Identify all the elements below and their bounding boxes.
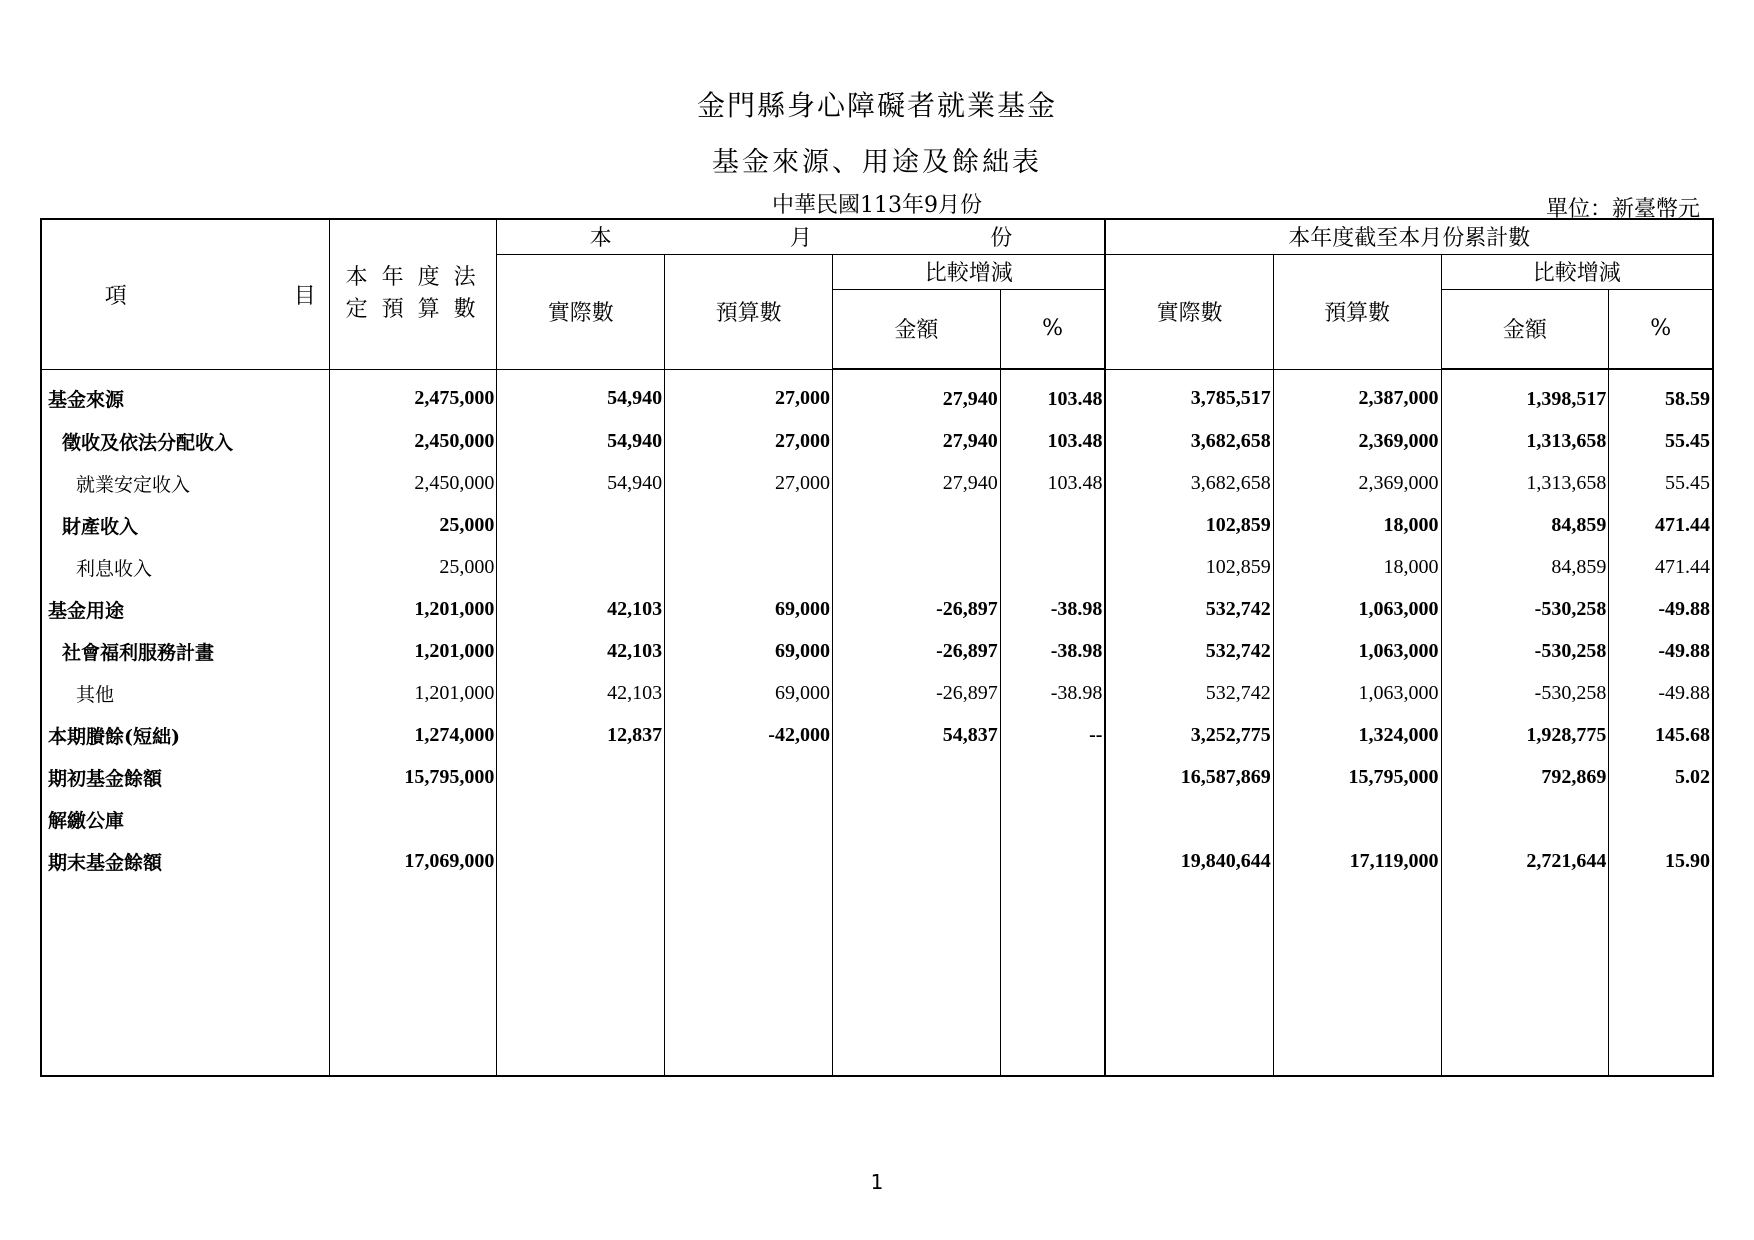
- cell-value: 15,795,000: [1273, 756, 1441, 798]
- cell-value: 3,682,658: [1105, 462, 1273, 504]
- cell-value: 54,940: [497, 462, 665, 504]
- empty-cell: [329, 882, 497, 1076]
- cell-value: 19,840,644: [1105, 840, 1273, 882]
- cell-value: -530,258: [1441, 588, 1609, 630]
- cell-value: 103.48: [1000, 420, 1105, 462]
- cell-value: 69,000: [665, 630, 833, 672]
- header-month-budget: 預算數: [665, 254, 833, 369]
- cell-value: 1,063,000: [1273, 588, 1441, 630]
- header-ytd-amount: 金額: [1441, 289, 1609, 369]
- report-title: 金門縣身心障礙者就業基金: [696, 89, 1057, 122]
- cell-value: 42,103: [497, 588, 665, 630]
- cell-value: 471.44: [1609, 504, 1713, 546]
- cell-value: -38.98: [1000, 672, 1105, 714]
- empty-cell: [41, 882, 329, 1076]
- header-month-actual: 實際數: [497, 254, 665, 369]
- cell-value: 27,000: [665, 462, 833, 504]
- cell-value: [1609, 798, 1713, 840]
- cell-value: [832, 756, 1000, 798]
- cell-value: -49.88: [1609, 630, 1713, 672]
- currency-unit: 單位：新臺幣元: [1545, 197, 1700, 222]
- cell-value: 17,119,000: [1273, 840, 1441, 882]
- cell-value: [329, 798, 497, 840]
- cell-value: 17,069,000: [329, 840, 497, 882]
- table-filler-row: [41, 882, 1713, 1076]
- cell-value: 55.45: [1609, 462, 1713, 504]
- empty-cell: [1105, 882, 1273, 1076]
- cell-value: 1,063,000: [1273, 630, 1441, 672]
- cell-value: 69,000: [665, 588, 833, 630]
- header-annual-budget: [329, 219, 497, 369]
- row-label: 財產收入: [41, 504, 329, 546]
- cell-value: 54,837: [832, 714, 1000, 756]
- cell-value: [832, 840, 1000, 882]
- row-label: 期末基金餘額: [41, 840, 329, 882]
- cell-value: 103.48: [1000, 462, 1105, 504]
- cell-value: 532,742: [1105, 672, 1273, 714]
- table-row: [41, 756, 1713, 798]
- header-this-month-char-1: 本: [589, 226, 612, 252]
- cell-value: [1000, 546, 1105, 588]
- row-label: 基金來源: [41, 369, 329, 420]
- cell-value: [1273, 798, 1441, 840]
- cell-value: [497, 756, 665, 798]
- cell-value: 471.44: [1609, 546, 1713, 588]
- row-label: 社會福利服務計畫: [41, 630, 329, 672]
- cell-value: 5.02: [1609, 756, 1713, 798]
- header-month-compare: 比較增減: [832, 254, 1105, 289]
- header-item: [41, 219, 329, 369]
- cell-value: 145.68: [1609, 714, 1713, 756]
- table-row: [41, 840, 1713, 882]
- row-label: 利息收入: [41, 546, 329, 588]
- cell-value: -26,897: [832, 588, 1000, 630]
- row-label: 基金用途: [41, 588, 329, 630]
- cell-value: 2,369,000: [1273, 420, 1441, 462]
- cell-value: -49.88: [1609, 588, 1713, 630]
- cell-value: [1000, 504, 1105, 546]
- cell-value: 102,859: [1105, 546, 1273, 588]
- cell-value: -26,897: [832, 672, 1000, 714]
- row-label: 其他: [41, 672, 329, 714]
- cell-value: 2,387,000: [1273, 369, 1441, 420]
- header-ytd-pct: %: [1609, 289, 1713, 369]
- cell-value: [665, 504, 833, 546]
- cell-value: 1,313,658: [1441, 420, 1609, 462]
- table-row: [41, 588, 1713, 630]
- cell-value: 18,000: [1273, 546, 1441, 588]
- cell-value: [665, 798, 833, 840]
- cell-value: 42,103: [497, 672, 665, 714]
- header-month-pct: %: [1000, 289, 1105, 369]
- cell-value: -530,258: [1441, 672, 1609, 714]
- cell-value: [497, 840, 665, 882]
- table-row: [41, 369, 1713, 420]
- header-ytd-compare: 比較增減: [1441, 254, 1713, 289]
- cell-value: 18,000: [1273, 504, 1441, 546]
- empty-cell: [665, 882, 833, 1076]
- cell-value: 1,313,658: [1441, 462, 1609, 504]
- cell-value: [1441, 798, 1609, 840]
- cell-value: 103.48: [1000, 369, 1105, 420]
- cell-value: 27,940: [832, 420, 1000, 462]
- table-row: [41, 504, 1713, 546]
- header-ytd-actual: 實際數: [1105, 254, 1273, 369]
- cell-value: 1,063,000: [1273, 672, 1441, 714]
- table-body: [41, 369, 1713, 1076]
- empty-cell: [1000, 882, 1105, 1076]
- cell-value: 532,742: [1105, 630, 1273, 672]
- cell-value: [832, 546, 1000, 588]
- table-row: [41, 462, 1713, 504]
- cell-value: 27,940: [832, 462, 1000, 504]
- cell-value: 27,940: [832, 369, 1000, 420]
- cell-value: 55.45: [1609, 420, 1713, 462]
- cell-value: 2,450,000: [329, 462, 497, 504]
- cell-value: -42,000: [665, 714, 833, 756]
- table-row: [41, 630, 1713, 672]
- cell-value: 1,201,000: [329, 630, 497, 672]
- cell-value: -49.88: [1609, 672, 1713, 714]
- report-period: 中華民國113年9月份: [772, 193, 982, 218]
- table-row: [41, 714, 1713, 756]
- empty-cell: [1273, 882, 1441, 1076]
- cell-value: 25,000: [329, 504, 497, 546]
- cell-value: 84,859: [1441, 546, 1609, 588]
- cell-value: 42,103: [497, 630, 665, 672]
- table-row: [41, 798, 1713, 840]
- cell-value: 2,369,000: [1273, 462, 1441, 504]
- cell-value: 1,324,000: [1273, 714, 1441, 756]
- cell-value: -38.98: [1000, 630, 1105, 672]
- cell-value: -530,258: [1441, 630, 1609, 672]
- header-this-month: [497, 219, 1106, 254]
- cell-value: 15.90: [1609, 840, 1713, 882]
- row-label: 本期賸餘(短絀): [41, 714, 329, 756]
- empty-cell: [1441, 882, 1609, 1076]
- cell-value: 2,475,000: [329, 369, 497, 420]
- table-row: [41, 420, 1713, 462]
- cell-value: 3,682,658: [1105, 420, 1273, 462]
- cell-value: 25,000: [329, 546, 497, 588]
- header-annual-budget-line2: 定預算數: [345, 297, 490, 323]
- header-this-month-char-2: 月: [789, 226, 812, 252]
- cell-value: 69,000: [665, 672, 833, 714]
- cell-value: [497, 798, 665, 840]
- cell-value: [1000, 798, 1105, 840]
- header-item-char-2: 目: [293, 283, 316, 309]
- row-label: 徵收及依法分配收入: [41, 420, 329, 462]
- cell-value: [665, 840, 833, 882]
- cell-value: -38.98: [1000, 588, 1105, 630]
- cell-value: [497, 546, 665, 588]
- header-this-month-char-3: 份: [990, 226, 1013, 252]
- cell-value: 15,795,000: [329, 756, 497, 798]
- empty-cell: [497, 882, 665, 1076]
- cell-value: [1105, 798, 1273, 840]
- cell-value: 84,859: [1441, 504, 1609, 546]
- cell-value: --: [1000, 714, 1105, 756]
- header-annual-budget-line1: 本年度法: [345, 265, 490, 291]
- cell-value: [832, 798, 1000, 840]
- cell-value: [832, 504, 1000, 546]
- table-row: [41, 672, 1713, 714]
- cell-value: 102,859: [1105, 504, 1273, 546]
- report-subtitle: 基金來源、用途及餘絀表: [712, 147, 1042, 178]
- cell-value: 2,450,000: [329, 420, 497, 462]
- table-row: [41, 546, 1713, 588]
- cell-value: 1,274,000: [329, 714, 497, 756]
- cell-value: 27,000: [665, 420, 833, 462]
- header-item-char-1: 項: [104, 283, 127, 309]
- cell-value: 54,940: [497, 420, 665, 462]
- header-ytd-budget: 預算數: [1273, 254, 1441, 369]
- cell-value: -26,897: [832, 630, 1000, 672]
- cell-value: 792,869: [1441, 756, 1609, 798]
- row-label: 期初基金餘額: [41, 756, 329, 798]
- cell-value: 532,742: [1105, 588, 1273, 630]
- cell-value: [1000, 840, 1105, 882]
- cell-value: [665, 546, 833, 588]
- fund-statement-table: [40, 218, 1714, 1077]
- cell-value: 1,928,775: [1441, 714, 1609, 756]
- row-label: 解繳公庫: [41, 798, 329, 840]
- cell-value: 2,721,644: [1441, 840, 1609, 882]
- header-month-amount: 金額: [832, 289, 1000, 369]
- cell-value: 16,587,869: [1105, 756, 1273, 798]
- cell-value: 58.59: [1609, 369, 1713, 420]
- cell-value: [1000, 756, 1105, 798]
- cell-value: 1,201,000: [329, 672, 497, 714]
- cell-value: 54,940: [497, 369, 665, 420]
- empty-cell: [832, 882, 1000, 1076]
- cell-value: 3,252,775: [1105, 714, 1273, 756]
- cell-value: [665, 756, 833, 798]
- cell-value: 1,201,000: [329, 588, 497, 630]
- cell-value: 3,785,517: [1105, 369, 1273, 420]
- cell-value: 12,837: [497, 714, 665, 756]
- empty-cell: [1609, 882, 1713, 1076]
- row-label: 就業安定收入: [41, 462, 329, 504]
- cell-value: [497, 504, 665, 546]
- cell-value: 1,398,517: [1441, 369, 1609, 420]
- cell-value: 27,000: [665, 369, 833, 420]
- page-number: 1: [870, 1170, 884, 1194]
- header-year-to-date: 本年度截至本月份累計數: [1105, 219, 1713, 254]
